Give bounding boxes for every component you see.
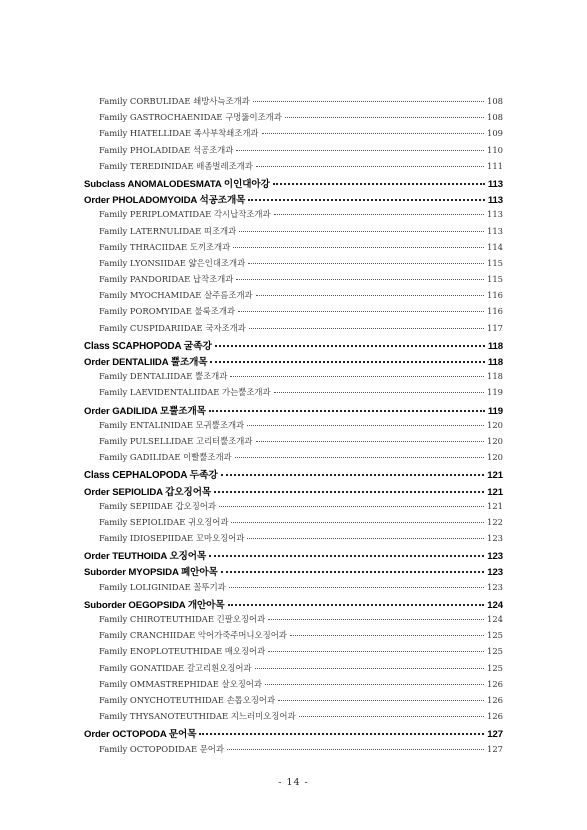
toc-entry-order[interactable] (84, 403, 503, 419)
toc-entry-order[interactable] (84, 548, 503, 564)
toc-entry-page: 119 (487, 405, 503, 417)
toc-entry-label: Family SEPIIDAE 갑오징어과 (99, 500, 217, 511)
dot-leader (221, 571, 485, 573)
toc-entry-label: Order DENTALIIDA 뿔조개목 (84, 357, 208, 368)
toc-entry-label: Family OCTOPODIDAE 문어과 (99, 743, 224, 754)
toc-entry-label: Class SCAPHOPODA 굴족강 (84, 340, 212, 352)
dot-leader (238, 311, 484, 312)
toc-entry-page: 123 (487, 567, 503, 579)
toc-entry-page: 123 (487, 581, 503, 592)
toc-entry-subclass[interactable] (84, 176, 503, 192)
toc-entry-page: 116 (487, 306, 503, 317)
dot-leader (249, 328, 484, 329)
toc-entry-label: Family PERIPLOMATIDAE 각시납작조개과 (99, 209, 271, 220)
toc-entry-label: Family HIATELLIDAE 족사부착쇄조개과 (99, 128, 259, 139)
toc-entry-label: Class CEPHALOPODA 두족강 (84, 470, 218, 482)
toc-entry-family[interactable] (84, 645, 503, 661)
toc-entry-family[interactable] (84, 532, 503, 548)
toc-entry-page: 118 (487, 357, 503, 368)
dot-leader (219, 506, 484, 507)
dot-leader (235, 457, 484, 458)
toc-entry-page: 120 (487, 435, 503, 446)
toc-entry-label: Family MYOCHAMIDAE 살주름조개과 (99, 290, 253, 301)
toc-entry-label: Family ONYCHOTEUTHIDAE 손톱오징어과 (99, 694, 276, 705)
toc-entry-page: 109 (487, 128, 503, 139)
toc-entry-family[interactable] (84, 386, 503, 402)
toc-entry-label: Order TEUTHOIDA 오징어목 (84, 551, 207, 563)
dot-leader (265, 684, 484, 685)
dot-leader (256, 166, 484, 167)
toc-entry-family[interactable] (84, 257, 503, 273)
toc-entry-page: 116 (487, 290, 503, 301)
dot-leader (214, 491, 484, 493)
toc-entry-family[interactable] (84, 305, 503, 321)
toc-entry-page: 127 (487, 743, 503, 754)
toc-entry-family[interactable] (84, 322, 503, 338)
toc-entry-label: Family THYSANOTEUTHIDAE 지느러미오징어과 (99, 711, 296, 722)
toc-entry-family[interactable] (84, 289, 503, 305)
dot-leader (274, 392, 484, 393)
toc-entry-label: Family GASTROCHAENIDAE 구멍뚫이조개과 (99, 112, 282, 123)
toc-entry-family[interactable] (84, 629, 503, 645)
toc-entry-family[interactable] (84, 613, 503, 629)
toc-entry-label: Family THRACIIDAE 도끼조개과 (99, 241, 231, 252)
dot-leader (268, 619, 484, 620)
toc-entry-label: Family TEREDINIDAE 배좀벌레조개과 (99, 160, 253, 171)
toc-entry-label: Family LAEVIDENTALIIDAE 가는뿔조개과 (99, 387, 271, 398)
toc-entry-family[interactable] (84, 160, 503, 176)
toc-entry-family[interactable] (84, 694, 503, 710)
toc-entry-page: 124 (487, 614, 503, 624)
toc-entry-page: 125 (487, 662, 503, 673)
toc-entry-family[interactable] (84, 208, 503, 224)
toc-entry-page: 113 (487, 178, 503, 190)
toc-entry-page: 119 (487, 387, 503, 398)
toc-entry-family[interactable] (84, 451, 503, 467)
dot-leader (256, 295, 484, 296)
toc-entry-family[interactable] (84, 95, 503, 111)
toc-entry-family[interactable] (84, 111, 503, 127)
dot-leader (247, 425, 484, 426)
dot-leader (229, 587, 484, 588)
dot-leader (199, 733, 484, 735)
toc-entry-page: 127 (487, 729, 503, 741)
dot-leader (221, 474, 485, 476)
toc-entry-family[interactable] (84, 273, 503, 289)
toc-entry-label: Family CUSPIDARIIDAE 국자조개과 (99, 322, 246, 333)
toc-entry-page: 117 (487, 322, 503, 333)
dot-leader (299, 716, 484, 717)
toc-entry-label: Family ENOPLOTEUTHIDAE 매오징어과 (99, 646, 266, 657)
toc-entry-page: 115 (487, 257, 503, 268)
toc-entry-family[interactable] (84, 435, 503, 451)
toc-entry-page: 113 (487, 209, 503, 220)
toc-entry-label: Family OMMASTREPHIDAE 살오징어과 (99, 678, 262, 689)
toc-entry-page: 115 (487, 274, 503, 285)
toc-entry-family[interactable] (84, 743, 503, 759)
toc-entry-label: Order SEPIOLIDA 갑오징어목 (84, 486, 212, 498)
toc-entry-family[interactable] (84, 419, 503, 435)
toc-entry-page: 123 (487, 551, 503, 563)
toc-entry-page: 125 (487, 630, 503, 641)
dot-leader (274, 214, 484, 215)
toc-entry-family[interactable] (84, 370, 503, 386)
dot-leader (233, 247, 484, 248)
toc-entry-page: 108 (487, 112, 503, 123)
dot-leader (248, 263, 484, 264)
toc-entry-label: Family PHOLADIDAE 석공조개과 (99, 144, 234, 155)
toc-entry-page: 122 (487, 516, 503, 527)
page-number: - 14 - (278, 777, 309, 788)
dot-leader (273, 183, 485, 185)
dot-leader (209, 410, 485, 412)
toc-entry-label: Family CHIROTEUTHIDAE 긴팔오징어과 (99, 614, 266, 624)
dot-leader (230, 376, 484, 377)
toc-entry-class[interactable] (84, 338, 503, 354)
toc-entry-family[interactable] (84, 144, 503, 160)
toc-entry-label: Family ENTALINIDAE 모귀뿔조개과 (99, 419, 245, 430)
dot-leader (255, 668, 484, 669)
dot-leader (285, 117, 484, 118)
toc-entry-order[interactable] (84, 564, 503, 580)
dot-leader (215, 345, 485, 347)
toc-entry-order[interactable] (84, 354, 503, 370)
toc-entry-order[interactable] (84, 597, 503, 613)
toc-entry-page: 126 (487, 711, 503, 722)
toc-entry-label: Family PULSELLIDAE 고리터뿔조개과 (99, 435, 253, 446)
dot-leader (268, 651, 484, 652)
dot-leader (262, 133, 484, 134)
toc-entry-page: 121 (487, 470, 503, 482)
toc-entry-label: Family CRANCHIIDAE 악어가죽주머니오징어과 (99, 630, 287, 641)
toc-entry-label: Order GADILIDA 모뿔조개목 (84, 405, 206, 417)
dot-leader (236, 279, 484, 280)
toc-entry-label: Family POROMYIDAE 불룩조개과 (99, 306, 236, 317)
toc-entry-label: Family IDIOSEPIIDAE 꼬마오징어과 (99, 533, 245, 544)
toc-entry-page: 120 (487, 419, 503, 430)
toc-entry-label: Suborder MYOPSIDA 폐안아목 (84, 567, 218, 579)
toc-entry-label: Order OCTOPODA 문어목 (84, 729, 197, 741)
dot-leader (228, 604, 485, 606)
dot-leader (210, 361, 484, 363)
toc-entry-class[interactable] (84, 467, 503, 483)
toc-entry-label: Family PANDORIDAE 납작조개과 (99, 274, 234, 285)
toc-entry-page: 124 (487, 599, 503, 611)
toc-entry-page: 113 (487, 225, 503, 236)
toc-entry-label: Family DENTALIIDAE 뿔조개과 (99, 371, 228, 382)
dot-leader (227, 749, 484, 750)
toc-entry-page: 121 (487, 486, 503, 498)
toc-entry-family[interactable] (84, 662, 503, 678)
toc-entry-page: 114 (487, 241, 503, 252)
toc-entry-label: Family GONATIDAE 갈고리흰오징어과 (99, 662, 252, 673)
toc-entry-family[interactable] (84, 225, 503, 241)
dot-leader (256, 441, 485, 442)
toc-entry-page: 125 (487, 646, 503, 657)
toc-entry-label: Subclass ANOMALODESMATA 이인대아강 (84, 178, 270, 190)
toc-entry-label: Family LATERNULIDAE 띠조개과 (99, 225, 237, 236)
dot-leader (231, 522, 484, 523)
toc-entry-family[interactable] (84, 241, 503, 257)
toc-entry-family[interactable] (84, 581, 503, 597)
toc-entry-order[interactable] (84, 484, 503, 500)
dot-leader (253, 101, 484, 102)
table-of-contents (84, 95, 503, 759)
toc-entry-family[interactable] (84, 127, 503, 143)
toc-entry-family[interactable] (84, 516, 503, 532)
toc-entry-page: 126 (487, 678, 503, 689)
dot-leader (278, 700, 484, 701)
dot-leader (236, 150, 484, 151)
toc-entry-page: 111 (487, 160, 503, 171)
toc-entry-page: 108 (487, 96, 503, 106)
toc-entry-label: Family SEPIOLIDAE 귀오징어과 (99, 516, 229, 527)
dot-leader (209, 555, 484, 557)
dot-leader (239, 231, 484, 232)
toc-entry-family[interactable] (84, 710, 503, 726)
toc-entry-page: 126 (487, 694, 503, 705)
toc-entry-page: 121 (487, 500, 503, 511)
toc-entry-label: Order PHOLADOMYOIDA 석공조개목 (84, 195, 246, 207)
toc-entry-page: 110 (487, 144, 503, 155)
toc-entry-page: 118 (487, 340, 503, 352)
toc-entry-page: 118 (487, 371, 503, 382)
toc-entry-family[interactable] (84, 678, 503, 694)
toc-entry-label: Family LOLIGINIDAE 꼴뚜기과 (99, 581, 226, 592)
toc-entry-order[interactable] (84, 192, 503, 208)
toc-entry-page: 120 (487, 452, 503, 463)
toc-entry-family[interactable] (84, 500, 503, 516)
dot-leader (248, 199, 485, 201)
toc-entry-label: Family GADILIDAE 이빨뿔조개과 (99, 452, 232, 463)
dot-leader (290, 635, 484, 636)
toc-entry-order[interactable] (84, 726, 503, 742)
dot-leader (247, 538, 484, 539)
toc-entry-label: Family LYONSIIDAE 얇은인대조개과 (99, 257, 246, 268)
toc-entry-page: 113 (487, 195, 503, 207)
toc-entry-label: Suborder OEGOPSIDA 개안아목 (84, 599, 225, 611)
toc-entry-label: Family CORBULIDAE 쇄방사늑조개과 (99, 96, 250, 106)
toc-entry-page: 123 (487, 533, 503, 544)
